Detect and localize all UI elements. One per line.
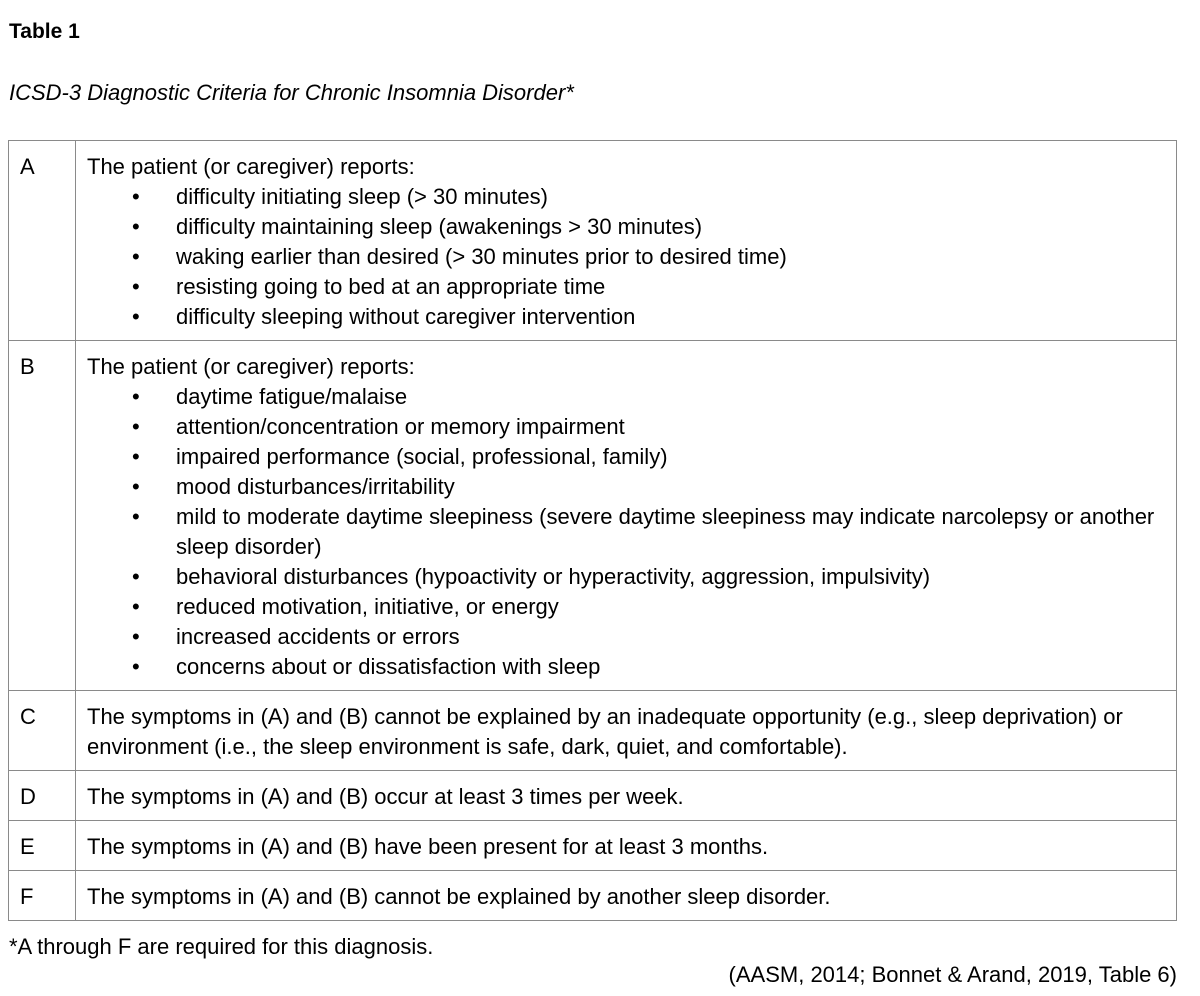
criterion-label: A — [9, 141, 76, 341]
criterion-content — [76, 821, 1177, 871]
bullet-icon: • — [132, 504, 140, 529]
bullet-icon: • — [132, 214, 140, 239]
criterion-content — [76, 341, 1177, 691]
table-title: Table 1 — [9, 20, 80, 43]
list-item-text: difficulty sleeping without caregiver intervention — [176, 304, 636, 329]
citation: (AASM, 2014; Bonnet & Arand, 2019, Table 6) — [728, 962, 1177, 987]
list-item-text: difficulty maintaining sleep (awakenings > 30 minutes) — [176, 214, 703, 239]
list-item-text: waking earlier than desired (> 30 minutes prior to desired time) — [176, 244, 787, 269]
bullet-icon: • — [132, 654, 140, 679]
list-item — [87, 472, 1166, 502]
criterion-label: C — [9, 691, 76, 771]
criterion-text: The symptoms in (A) and (B) cannot be explained by another sleep disorder. — [87, 884, 831, 909]
criteria-row — [9, 871, 1177, 921]
list-item — [87, 272, 1166, 302]
bullet-icon: • — [132, 444, 140, 469]
list-item-text: attention/concentration or memory impairment — [176, 414, 625, 439]
criteria-row — [9, 341, 1177, 691]
criterion-label: B — [9, 341, 76, 691]
list-item-text: increased accidents or errors — [176, 624, 460, 649]
list-item-text: mild to moderate daytime sleepiness (severe daytime sleepiness may indicate narcolepsy or another sleep disorder) — [176, 504, 1155, 559]
list-item — [87, 652, 1166, 682]
table-subtitle: ICSD-3 Diagnostic Criteria for Chronic Insomnia Disorder* — [9, 80, 574, 105]
list-item — [87, 382, 1166, 412]
footnote: *A through F are required for this diagnosis. — [9, 934, 434, 959]
criterion-list — [87, 382, 1166, 682]
list-item — [87, 562, 1166, 592]
bullet-icon: • — [132, 594, 140, 619]
bullet-icon: • — [132, 304, 140, 329]
criterion-label: F — [9, 871, 76, 921]
list-item — [87, 212, 1166, 242]
criteria-row — [9, 771, 1177, 821]
criterion-text: The symptoms in (A) and (B) have been present for at least 3 months. — [87, 834, 769, 859]
criterion-label: D — [9, 771, 76, 821]
criterion-text: The symptoms in (A) and (B) cannot be explained by an inadequate opportunity (e.g., sleep deprivation) or environment (i.e., the sleep environment is safe, dark, quiet, and comfortable). — [87, 704, 1123, 759]
list-item-text: reduced motivation, initiative, or energy — [176, 594, 559, 619]
criteria-row — [9, 691, 1177, 771]
criterion-content — [76, 141, 1177, 341]
criterion-label: E — [9, 821, 76, 871]
list-item — [87, 302, 1166, 332]
criterion-content — [76, 771, 1177, 821]
list-item-text: behavioral disturbances (hypoactivity or hyperactivity, aggression, impulsivity) — [176, 564, 931, 589]
list-item — [87, 622, 1166, 652]
list-item — [87, 242, 1166, 272]
list-item — [87, 502, 1166, 562]
list-item-text: mood disturbances/irritability — [176, 474, 455, 499]
list-item — [87, 412, 1166, 442]
list-item — [87, 442, 1166, 472]
criterion-content — [76, 871, 1177, 921]
list-item — [87, 182, 1166, 212]
criterion-intro: The patient (or caregiver) reports: — [87, 354, 415, 379]
criteria-row — [9, 821, 1177, 871]
list-item-text: concerns about or dissatisfaction with sleep — [176, 654, 601, 679]
criterion-content — [76, 691, 1177, 771]
criteria-table — [8, 140, 1177, 921]
bullet-icon: • — [132, 244, 140, 269]
list-item-text: resisting going to bed at an appropriate time — [176, 274, 606, 299]
list-item-text: difficulty initiating sleep (> 30 minutes) — [176, 184, 548, 209]
list-item-text: impaired performance (social, professional, family) — [176, 444, 668, 469]
bullet-icon: • — [132, 274, 140, 299]
bullet-icon: • — [132, 184, 140, 209]
bullet-icon: • — [132, 564, 140, 589]
bullet-icon: • — [132, 474, 140, 499]
bullet-icon: • — [132, 624, 140, 649]
list-item-text: daytime fatigue/malaise — [176, 384, 408, 409]
criterion-text: The symptoms in (A) and (B) occur at least 3 times per week. — [87, 784, 684, 809]
criteria-row — [9, 141, 1177, 341]
criterion-list — [87, 182, 1166, 332]
list-item — [87, 592, 1166, 622]
bullet-icon: • — [132, 414, 140, 439]
criterion-intro: The patient (or caregiver) reports: — [87, 154, 415, 179]
bullet-icon: • — [132, 384, 140, 409]
